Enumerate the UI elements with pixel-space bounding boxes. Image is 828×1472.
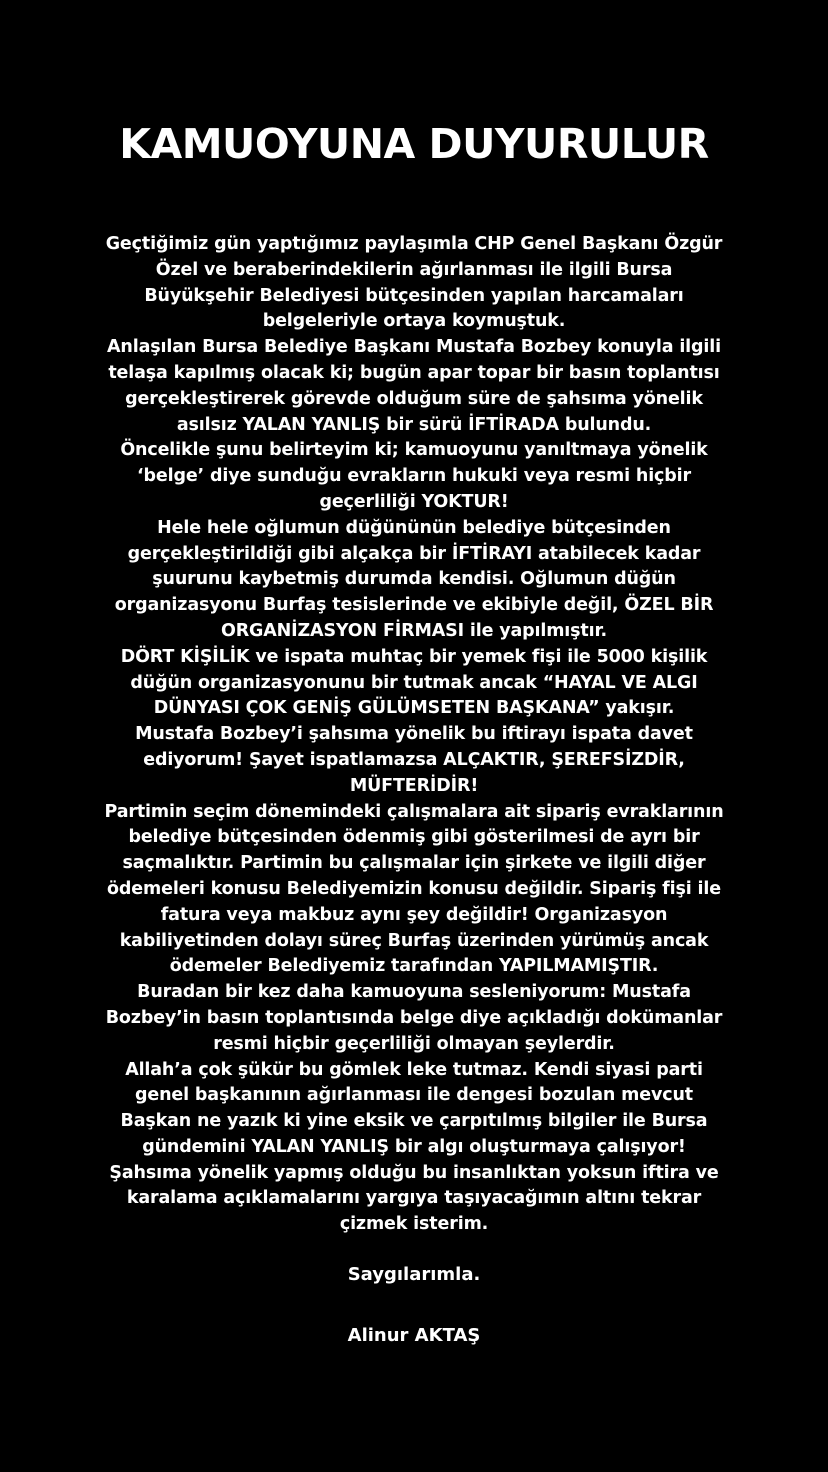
body-line: Buradan bir kez daha kamuoyuna sesleniyorum: Mustafa: [137, 982, 691, 1003]
body-line: organizasyonu Burfaş tesislerinde ve ekibiyle değil, ÖZEL BİR: [114, 595, 714, 616]
body-line: belediye bütçesinden ödenmiş gibi gösterilmesi de ayrı bir: [128, 827, 700, 848]
body-line: ödemeler Belediyemiz tarafından YAPILMAMIŞTIR.: [169, 956, 659, 977]
body-line: Hele hele oğlumun düğününün belediye bütçesinden: [157, 517, 671, 538]
announcement-body: [70, 232, 758, 1238]
announcement-title: KAMUOYUNA DUYURULUR: [119, 120, 709, 168]
body-line: saçmalıktır. Partimin bu çalışmalar için şirkete ve ilgili diğer: [122, 853, 706, 874]
body-line: çizmek isterim.: [339, 1214, 489, 1235]
body-line: düğün organizasyonunu bir tutmak ancak “HAYAL VE ALGI: [130, 672, 698, 693]
body-line: telaşa kapılmış olacak ki; bugün apar topar bir basın toplantısı: [108, 362, 720, 383]
body-line: Özel ve beraberindekilerin ağırlanması ile ilgili Bursa: [155, 259, 673, 280]
body-line: geçerliliği YOKTUR!: [319, 491, 509, 512]
body-line: Büyükşehir Belediyesi bütçesinden yapılan harcamaları: [144, 285, 684, 306]
body-line: ödemeleri konusu Belediyemizin konusu değildir. Sipariş fişi ile: [107, 878, 721, 899]
body-line: Allah’a çok şükür bu gömlek leke tutmaz. Kendi siyasi parti: [125, 1059, 703, 1080]
body-line: DÜNYASI ÇOK GENİŞ GÜLÜMSETEN BAŞKANA” yakışır.: [153, 698, 675, 719]
closing-salutation: Saygılarımla.: [347, 1264, 481, 1285]
body-line: Partimin seçim dönemindeki çalışmalara ait sipariş evraklarının: [104, 801, 724, 822]
body-line: Geçtiğimiz gün yaptığımız paylaşımla CHP Genel Başkanı Özgür: [105, 234, 723, 254]
body-line: Anlaşılan Bursa Belediye Başkanı Mustafa Bozbey konuyla ilgili: [107, 337, 721, 358]
body-line: karalama açıklamalarını yargıya taşıyacağımın altını tekrar: [126, 1188, 702, 1209]
body-line: DÖRT KİŞİLİK ve ispata muhtaç bir yemek fişi ile 5000 kişilik: [120, 646, 708, 667]
body-line: gerçekleştirerek görevde olduğum süre de şahsıma yönelik: [125, 388, 703, 409]
body-line: Başkan ne yazık ki yine eksik ve çarpıtılmış bilgiler ile Bursa: [120, 1111, 708, 1132]
body-line: Bozbey’in basın toplantısında belge diye açıkladığı dokümanlar: [105, 1007, 723, 1028]
body-line: ediyorum! Şayet ispatlamazsa ALÇAKTIR, ŞEREFSİZDİR,: [143, 749, 685, 770]
body-line: ‘belge’ diye sunduğu evrakların hukuki veya resmi hiçbir: [137, 466, 691, 487]
body-line: gerçekleştirildiği gibi alçakça bir İFTİRAYI atabilecek kadar: [127, 543, 701, 564]
body-line: asılsız YALAN YANLIŞ bir sürü İFTİRADA bulundu.: [176, 414, 652, 435]
body-line: Şahsıma yönelik yapmış olduğu bu insanlıktan yoksun iftira ve: [109, 1162, 719, 1183]
body-line: kabiliyetinden dolayı süreç Burfaş üzerinden yürümüş ancak: [119, 930, 709, 951]
body-line: fatura veya makbuz aynı şey değildir! Organizasyon: [160, 904, 668, 925]
body-line: belgeleriyle ortaya koymuştuk.: [262, 311, 566, 332]
body-line: gündemini YALAN YANLIŞ bir algı oluşturmaya çalışıyor!: [142, 1136, 686, 1157]
body-line: MÜFTERİDİR!: [349, 775, 479, 796]
body-line: Öncelikle şunu belirteyim ki; kamuoyunu yanıltmaya yönelik: [120, 440, 708, 461]
body-line: ORGANİZASYON FİRMASI ile yapılmıştır.: [221, 620, 607, 641]
body-line: genel başkanının ağırlanması ile dengesi bozulan mevcut: [135, 1085, 693, 1106]
body-line: Mustafa Bozbey’i şahsıma yönelik bu iftirayı ispata davet: [135, 724, 693, 745]
body-line: şuurunu kaybetmiş durumda kendisi. Oğlumun düğün: [152, 569, 676, 590]
signature-name: Alinur AKTAŞ: [347, 1325, 481, 1346]
body-line: resmi hiçbir geçerliliği olmayan şeylerdir.: [213, 1033, 615, 1054]
